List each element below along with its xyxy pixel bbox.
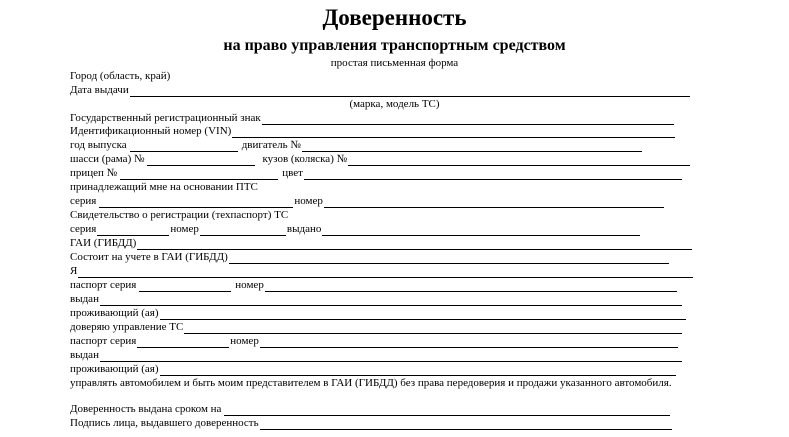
- principal-line[interactable]: [78, 267, 693, 278]
- agent-residing-row: [70, 363, 677, 376]
- reg-cert-label: Свидетельство о регистрации (техпаспорт) ТС: [70, 209, 289, 221]
- trailer-line[interactable]: [120, 169, 278, 180]
- issue-date-line[interactable]: [130, 86, 690, 97]
- registered-label: Состоит на учете в ГАИ (ГИБДД): [70, 251, 228, 263]
- agent-passport-label: паспорт серия: [70, 335, 137, 347]
- entrust-line[interactable]: [184, 323, 682, 334]
- principal-passport-label: паспорт серия: [70, 279, 137, 291]
- year-engine-row: [70, 139, 643, 152]
- entrust-row: [70, 321, 683, 334]
- validity-label: Доверенность выдана сроком на: [70, 403, 222, 415]
- color-label: цвет: [282, 167, 303, 179]
- principal-passport-number-label: номер: [235, 279, 264, 291]
- cert-series-row: [70, 223, 641, 236]
- reg-sign-line[interactable]: [262, 114, 674, 125]
- agent-issued-row: [70, 349, 683, 362]
- principal-label: Я: [70, 265, 78, 277]
- agent-issued-line[interactable]: [100, 351, 682, 362]
- principal-issued-row: [70, 293, 683, 306]
- validity-row: [70, 403, 671, 416]
- gai-row: [70, 237, 693, 250]
- gai-line[interactable]: [137, 239, 692, 250]
- agent-passport-series-line[interactable]: [137, 337, 229, 348]
- reg-sign-row: [70, 112, 675, 125]
- cert-series-label: серия: [70, 223, 97, 235]
- body-label: кузов (коляска) №: [262, 153, 348, 165]
- reg-cert-row: [70, 209, 288, 222]
- signature-line[interactable]: [260, 419, 672, 430]
- agent-passport-number-label: номер: [230, 335, 259, 347]
- pts-series-row: [70, 195, 665, 208]
- brand-model-note: (марка, модель ТС): [349, 98, 440, 110]
- cert-issued-line[interactable]: [322, 225, 640, 236]
- chassis-label: шасси (рама) №: [70, 153, 145, 165]
- validity-line[interactable]: [224, 405, 670, 416]
- year-line[interactable]: [130, 141, 238, 152]
- pts-number-line[interactable]: [324, 197, 664, 208]
- issue-date-row: [70, 84, 691, 97]
- body-line[interactable]: [348, 155, 690, 166]
- agent-passport-row: [70, 335, 679, 348]
- year-label: год выпуска: [70, 139, 127, 151]
- trailer-label: прицеп №: [70, 167, 118, 179]
- authority-paragraph: управлять автомобилем и быть моим представителем в ГАИ (ГИБДД) без права передоверия и продажи указанного автомобиля.: [70, 377, 672, 389]
- chassis-body-row: [70, 153, 691, 166]
- principal-issued-line[interactable]: [100, 295, 682, 306]
- engine-label: двигатель №: [241, 139, 301, 151]
- owned-by-label: принадлежащий мне на основании ПТС: [70, 181, 258, 193]
- trailer-color-row: [70, 167, 683, 180]
- cert-number-line[interactable]: [200, 225, 286, 236]
- agent-passport-number-line[interactable]: [260, 337, 678, 348]
- pts-number-label: номер: [294, 195, 323, 207]
- pts-series-line[interactable]: [99, 197, 293, 208]
- color-line[interactable]: [304, 169, 682, 180]
- chassis-line[interactable]: [147, 155, 255, 166]
- agent-residing-label: проживающий (ая): [70, 363, 159, 375]
- document-title: Доверенность: [322, 5, 467, 30]
- city-row: [70, 70, 170, 83]
- agent-residing-line[interactable]: [160, 365, 676, 376]
- principal-passport-series-line[interactable]: [139, 281, 231, 292]
- principal-residing-row: [70, 307, 687, 320]
- vin-row: [70, 125, 676, 138]
- cert-series-line[interactable]: [97, 225, 169, 236]
- cert-issued-label: выдано: [286, 223, 322, 235]
- signature-label: Подпись лица, выдавшего доверенность: [70, 417, 259, 429]
- signature-row: [70, 417, 673, 430]
- city-label: Город (область, край): [70, 70, 171, 82]
- principal-passport-number-line[interactable]: [265, 281, 677, 292]
- principal-residing-label: проживающий (ая): [70, 307, 159, 319]
- form-type-note: простая письменная форма: [330, 57, 459, 69]
- pts-series-label: серия: [70, 195, 97, 207]
- principal-row: [70, 265, 694, 278]
- vin-line[interactable]: [232, 127, 675, 138]
- gai-label: ГАИ (ГИБДД): [70, 237, 137, 249]
- engine-line[interactable]: [302, 141, 642, 152]
- entrust-label: доверяю управление ТС: [70, 321, 184, 333]
- principal-passport-row: [70, 279, 678, 292]
- cert-number-label: номер: [170, 223, 199, 235]
- vin-label: Идентификационный номер (VIN): [70, 125, 232, 137]
- reg-sign-label: Государственный регистрационный знак: [70, 112, 261, 124]
- registered-row: [70, 251, 670, 264]
- document-subtitle: на право управления транспортным средством: [223, 37, 566, 54]
- agent-issued-label: выдан: [70, 349, 99, 361]
- principal-issued-label: выдан: [70, 293, 99, 305]
- principal-residing-line[interactable]: [160, 309, 686, 320]
- registered-line[interactable]: [229, 253, 669, 264]
- issue-date-label: Дата выдачи: [70, 84, 129, 96]
- owned-by-row: [70, 181, 258, 194]
